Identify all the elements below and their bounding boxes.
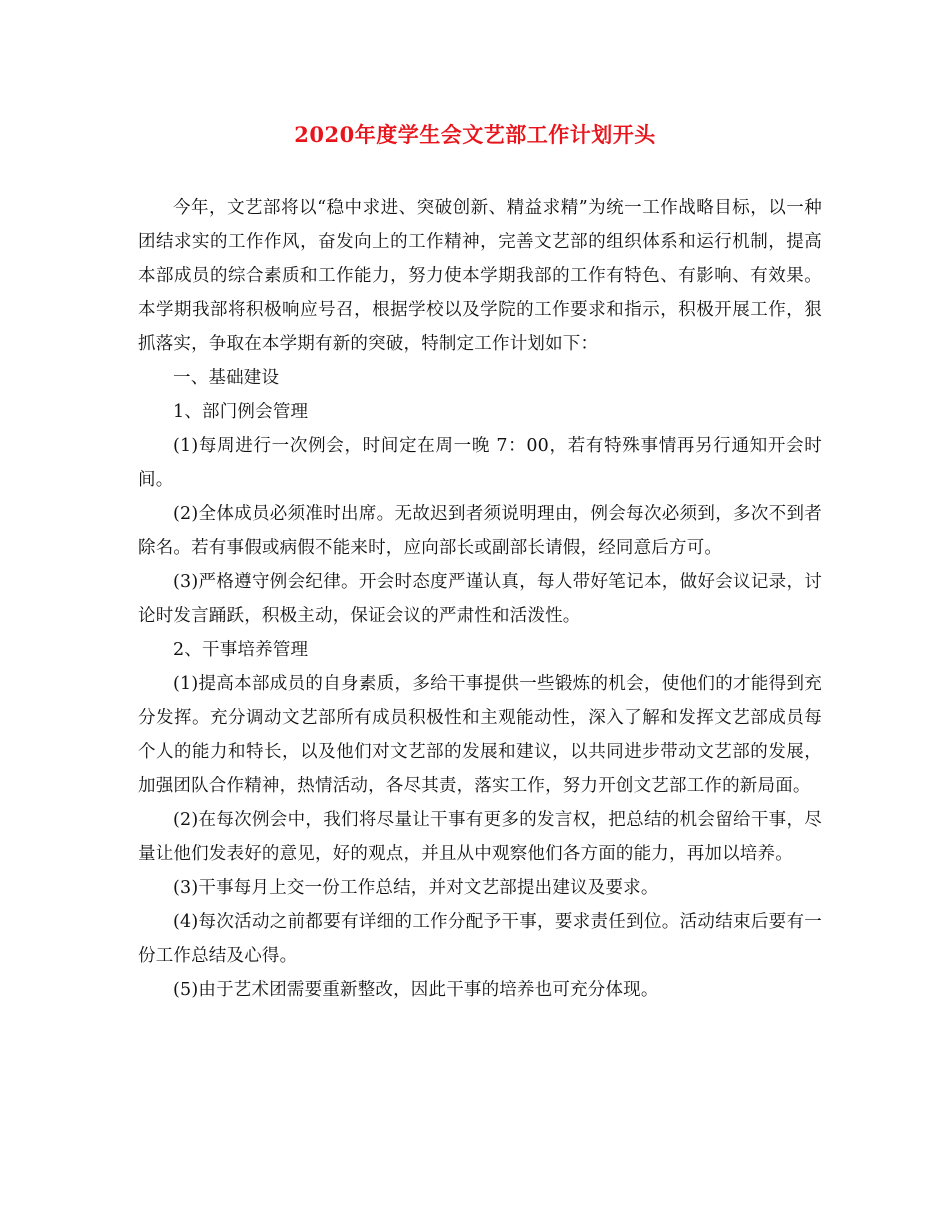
paragraph-training-rule-3: (3)干事每月上交一份工作总结，并对文艺部提出建议及要求。 (173, 878, 659, 898)
paragraph-training-rule-4: (4)每次活动之前都要有详细的工作分配予干事，要求责任到位。活动结束后要有一份工作总结及心得。 (138, 912, 822, 966)
paragraph-meeting-rule-1: (1)每周进行一次例会，时间定在周一晚 7：00，若有特殊事情再另行通知开会时间。 (138, 436, 822, 490)
paragraph-meeting-rule-3: (3)严格遵守例会纪律。开会时态度严谨认真，每人带好笔记本，做好会议记录，讨论时发言踊跃，积极主动，保证会议的严肃性和活泼性。 (138, 572, 822, 626)
subheading-staff-training: 2、干事培养管理 (173, 640, 309, 660)
paragraph-intro: 今年，文艺部将以“稳中求进、突破创新、精益求精”为统一工作战略目标，以一种团结求实的工作作风，奋发向上的工作精神，完善文艺部的组织体系和运行机制，提高本部成员的综合素质和工作能力，努力使本学期我部的工作有特色、有影响、有效果。本学期我部将积极响应号召，根据学校以及学院的工作要求和指示，积极开展工作，狠抓落实，争取在本学期有新的突破，特制定工作计划如下： (138, 198, 822, 354)
paragraph-training-rule-2: (2)在每次例会中，我们将尽量让干事有更多的发言权，把总结的机会留给干事，尽量让他们发表好的意见，好的观点，并且从中观察他们各方面的能力，再加以培养。 (138, 810, 822, 864)
paragraph-meeting-rule-2: (2)全体成员必须准时出席。无故迟到者须说明理由，例会每次必须到，多次不到者除名。若有事假或病假不能来时，应向部长或副部长请假，经同意后方可。 (138, 504, 822, 558)
heading-basic-construction: 一、基础建设 (173, 368, 280, 388)
paragraph-training-rule-1: (1)提高本部成员的自身素质，多给干事提供一些锻炼的机会，使他们的才能得到充分发挥。充分调动文艺部所有成员积极性和主观能动性，深入了解和发挥文艺部成员每个人的能力和特长，以及他们对文艺部的发展和建议，以共同进步带动文艺部的发展，加强团队合作精神，热情活动，各尽其责，落实工作，努力开创文艺部工作的新局面。 (138, 674, 822, 796)
subheading-meeting-management: 1、部门例会管理 (173, 402, 309, 422)
paragraph-training-rule-5: (5)由于艺术团需要重新整改，因此干事的培养也可充分体现。 (173, 980, 659, 1000)
document-body (138, 191, 822, 1007)
document-title: 2020年度学生会文艺部工作计划开头 (294, 122, 656, 147)
